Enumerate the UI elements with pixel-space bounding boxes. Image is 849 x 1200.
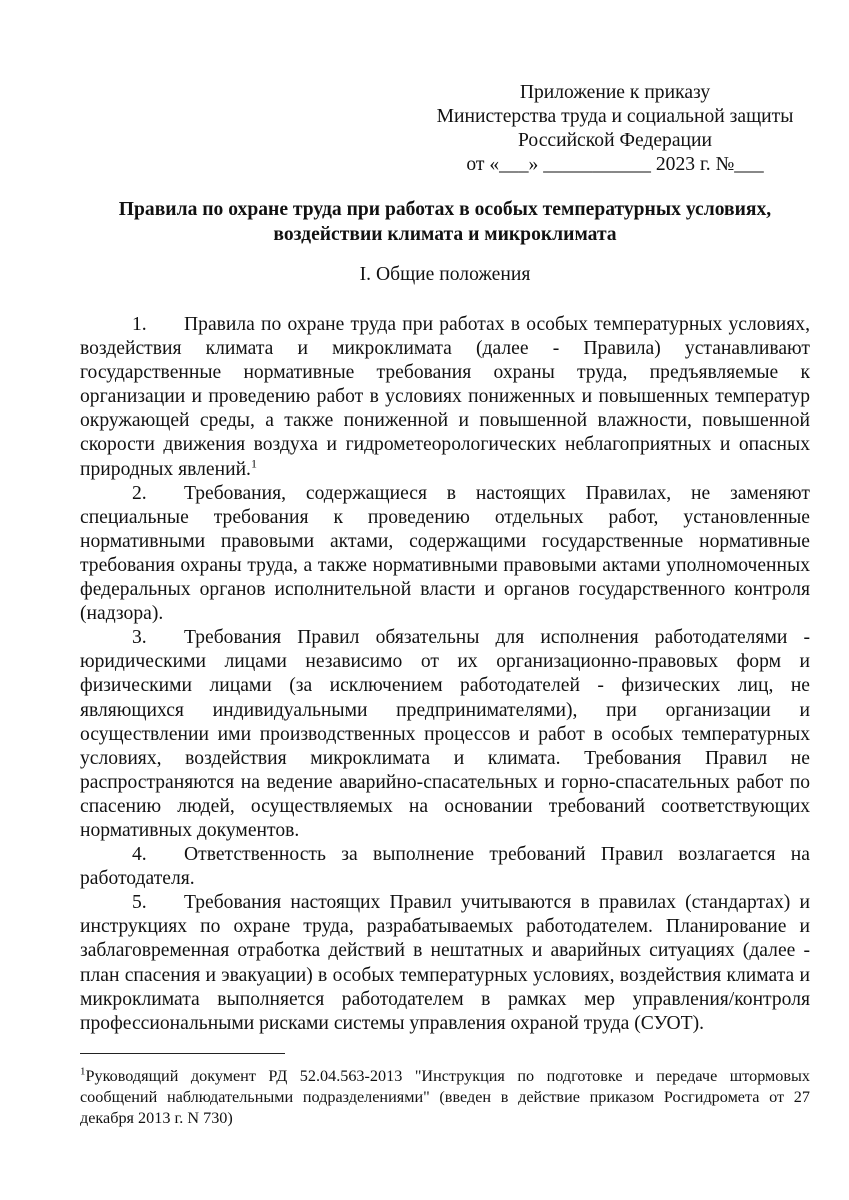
paragraph-text: Ответственность за выполнение требований Правил возлагается на работодателя. [80, 844, 810, 890]
document-title [80, 197, 810, 247]
footnote-reference[interactable]: 1 [250, 456, 257, 471]
footnote-divider [80, 1053, 285, 1054]
header-line: Министерства труда и социальной защиты [436, 106, 794, 127]
paragraph-text: Требования настоящих Правил учитываются в правилах (стандартах) и инструкциях по охране труда, разрабатываемых работодателем. Планирование и заблаговременная отработка действий в нештатных и аварийных ситуациях (далее - план спасения и эвакуации) в особых температурных условиях, воздействия климата и микроклимата выполняется работодателем в рамках мер управления/контроля профессиональными рисками системы управления охраной труда (СУОТ). [80, 892, 810, 1034]
footnote-mark: 1 [80, 1065, 86, 1078]
paragraph-2 [80, 482, 810, 627]
footnote-text: Руководящий документ РД 52.04.563-2013 "Инструкция по подготовке и передаче штормовых сообщений наблюдательными подразделениями" (введен в действие приказом Росгидромета от 27 декабря 2013 г. N 730) [80, 1067, 810, 1127]
paragraph-3 [80, 626, 810, 843]
paragraph-1 [80, 313, 810, 482]
footnote [80, 1066, 810, 1129]
paragraph-5 [80, 891, 810, 1036]
paragraph-number: 5. [132, 892, 147, 914]
document-body [80, 313, 810, 1036]
paragraph-number: 3. [132, 627, 147, 649]
approval-header [420, 81, 810, 177]
paragraph-4 [80, 843, 810, 891]
paragraph-number: 1. [132, 314, 147, 335]
header-order-date-line: от «___» ___________ 2023 г. №___ [466, 154, 764, 175]
paragraph-text: Требования, содержащиеся в настоящих Правилах, не заменяют специальные требования к проведению отдельных работ, установленные нормативными правовыми актами, содержащими государственные нормативные требования охраны труда, а также нормативными правовыми актами уполномоченных федеральных органов исполнительной власти и органов государственного контроля (надзора). [80, 482, 810, 625]
paragraph-text: Правила по охране труда при работах в особых температурных условиях, воздействия климата и микроклимата (далее - Правила) устанавливают государственные нормативные требования охраны труда, предъявляемые к организации и проведению работ в условиях пониженных и повышенных температур окружающей среды, а также пониженной и повышенной влажности, повышенной скорости движения воздуха и гидрометеорологических неблагоприятных и опасных природных явлений. [80, 314, 810, 480]
paragraph-number: 2. [132, 482, 147, 504]
header-line: Приложение к приказу [519, 82, 711, 103]
title-line: Правила по охране труда при работах в особых температурных условиях, [118, 199, 772, 220]
header-line: Российской Федерации [518, 130, 712, 151]
paragraph-text: Требования Правил обязательны для исполнения работодателями - юридическими лицами независимо от их организационно-правовых форм и физическими лицами (за исключением работодателей - физических лиц, не являющихся индивидуальными предпринимателями), при организации и осуществлении ими производственных процессов и работ в особых температурных условиях, воздействия микроклимата и климата. Требования Правил не распространяются на ведение аварийно-спасательных и горно-спасательных работ по спасению людей, осуществляемых на основании требований соответствующих нормативных документов. [80, 627, 810, 841]
title-line: воздействии климата и микроклимата [273, 224, 617, 245]
section-heading: I. Общие положения [359, 264, 531, 285]
paragraph-number: 4. [132, 844, 147, 866]
